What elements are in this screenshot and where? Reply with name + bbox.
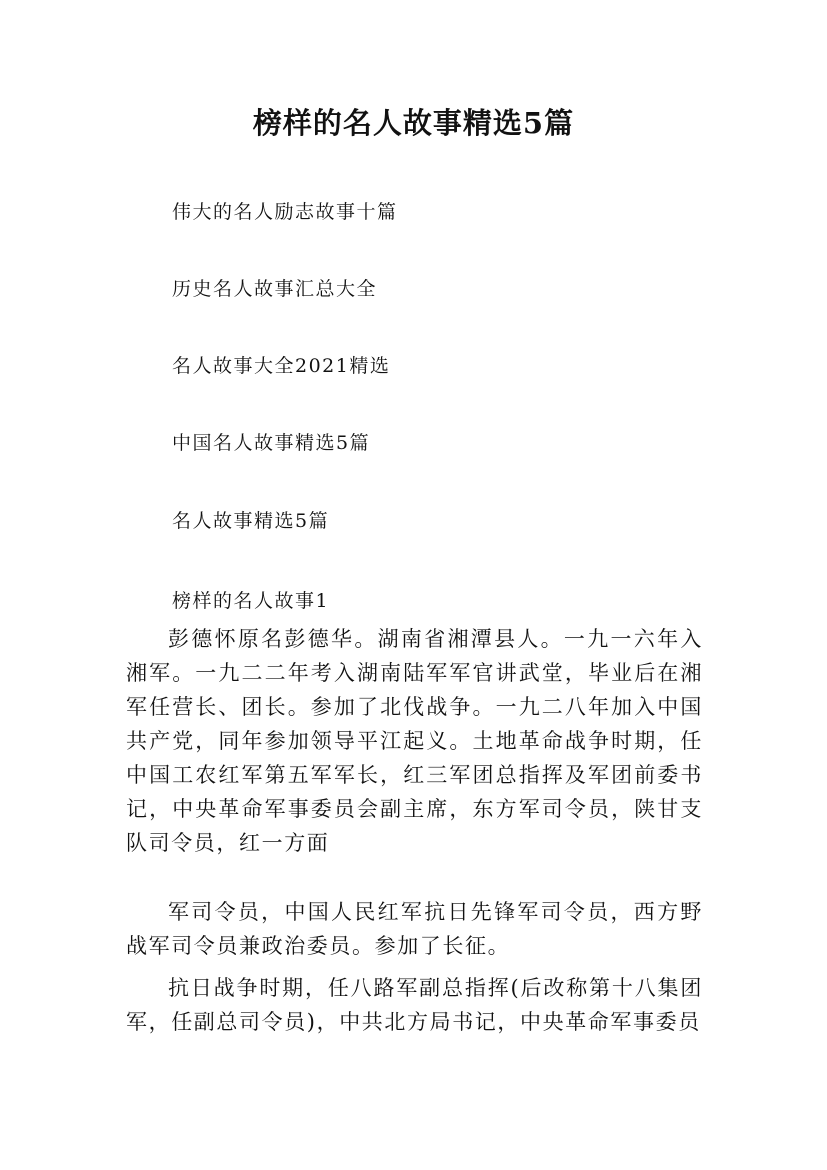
body-text xyxy=(126,622,703,860)
related-list-item: 名人故事精选5篇 xyxy=(172,510,330,532)
paragraph: 彭德怀原名彭德华。湖南省湘潭县人。一九一六年入湘军。一九二二年考入湖南陆军军官讲武堂，毕业后在湘军任营长、团长。参加了北伐战争。一九二八年加入中国共产党，同年参加领导平江起义。土地革命战争时期，任中国工农红军第五军军长，红三军团总指挥及军团前委书记，中央革命军事委员会副主席，东方军司令员，陕甘支队司令员，红一方面 xyxy=(126,627,703,855)
related-list-item: 伟大的名人励志故事十篇 xyxy=(172,201,398,223)
section-heading: 榜样的名人故事1 xyxy=(172,590,330,612)
related-list-item: 名人故事大全2021精选 xyxy=(172,355,391,377)
paragraph: 抗日战争时期，任八路军副总指挥(后改称第十八集团军，任副总司令员)，中共北方局书记，中央革命军事委员 xyxy=(126,976,703,1034)
body-text xyxy=(126,971,703,1039)
related-list-item: 中国名人故事精选5篇 xyxy=(172,432,371,454)
paragraph: 军司令员，中国人民红军抗日先锋军司令员，西方野战军司令员兼政治委员。参加了长征。 xyxy=(126,900,703,958)
document-title: 榜样的名人故事精选5篇 xyxy=(252,106,575,140)
body-text xyxy=(126,895,703,963)
related-list-item: 历史名人故事汇总大全 xyxy=(172,278,378,300)
